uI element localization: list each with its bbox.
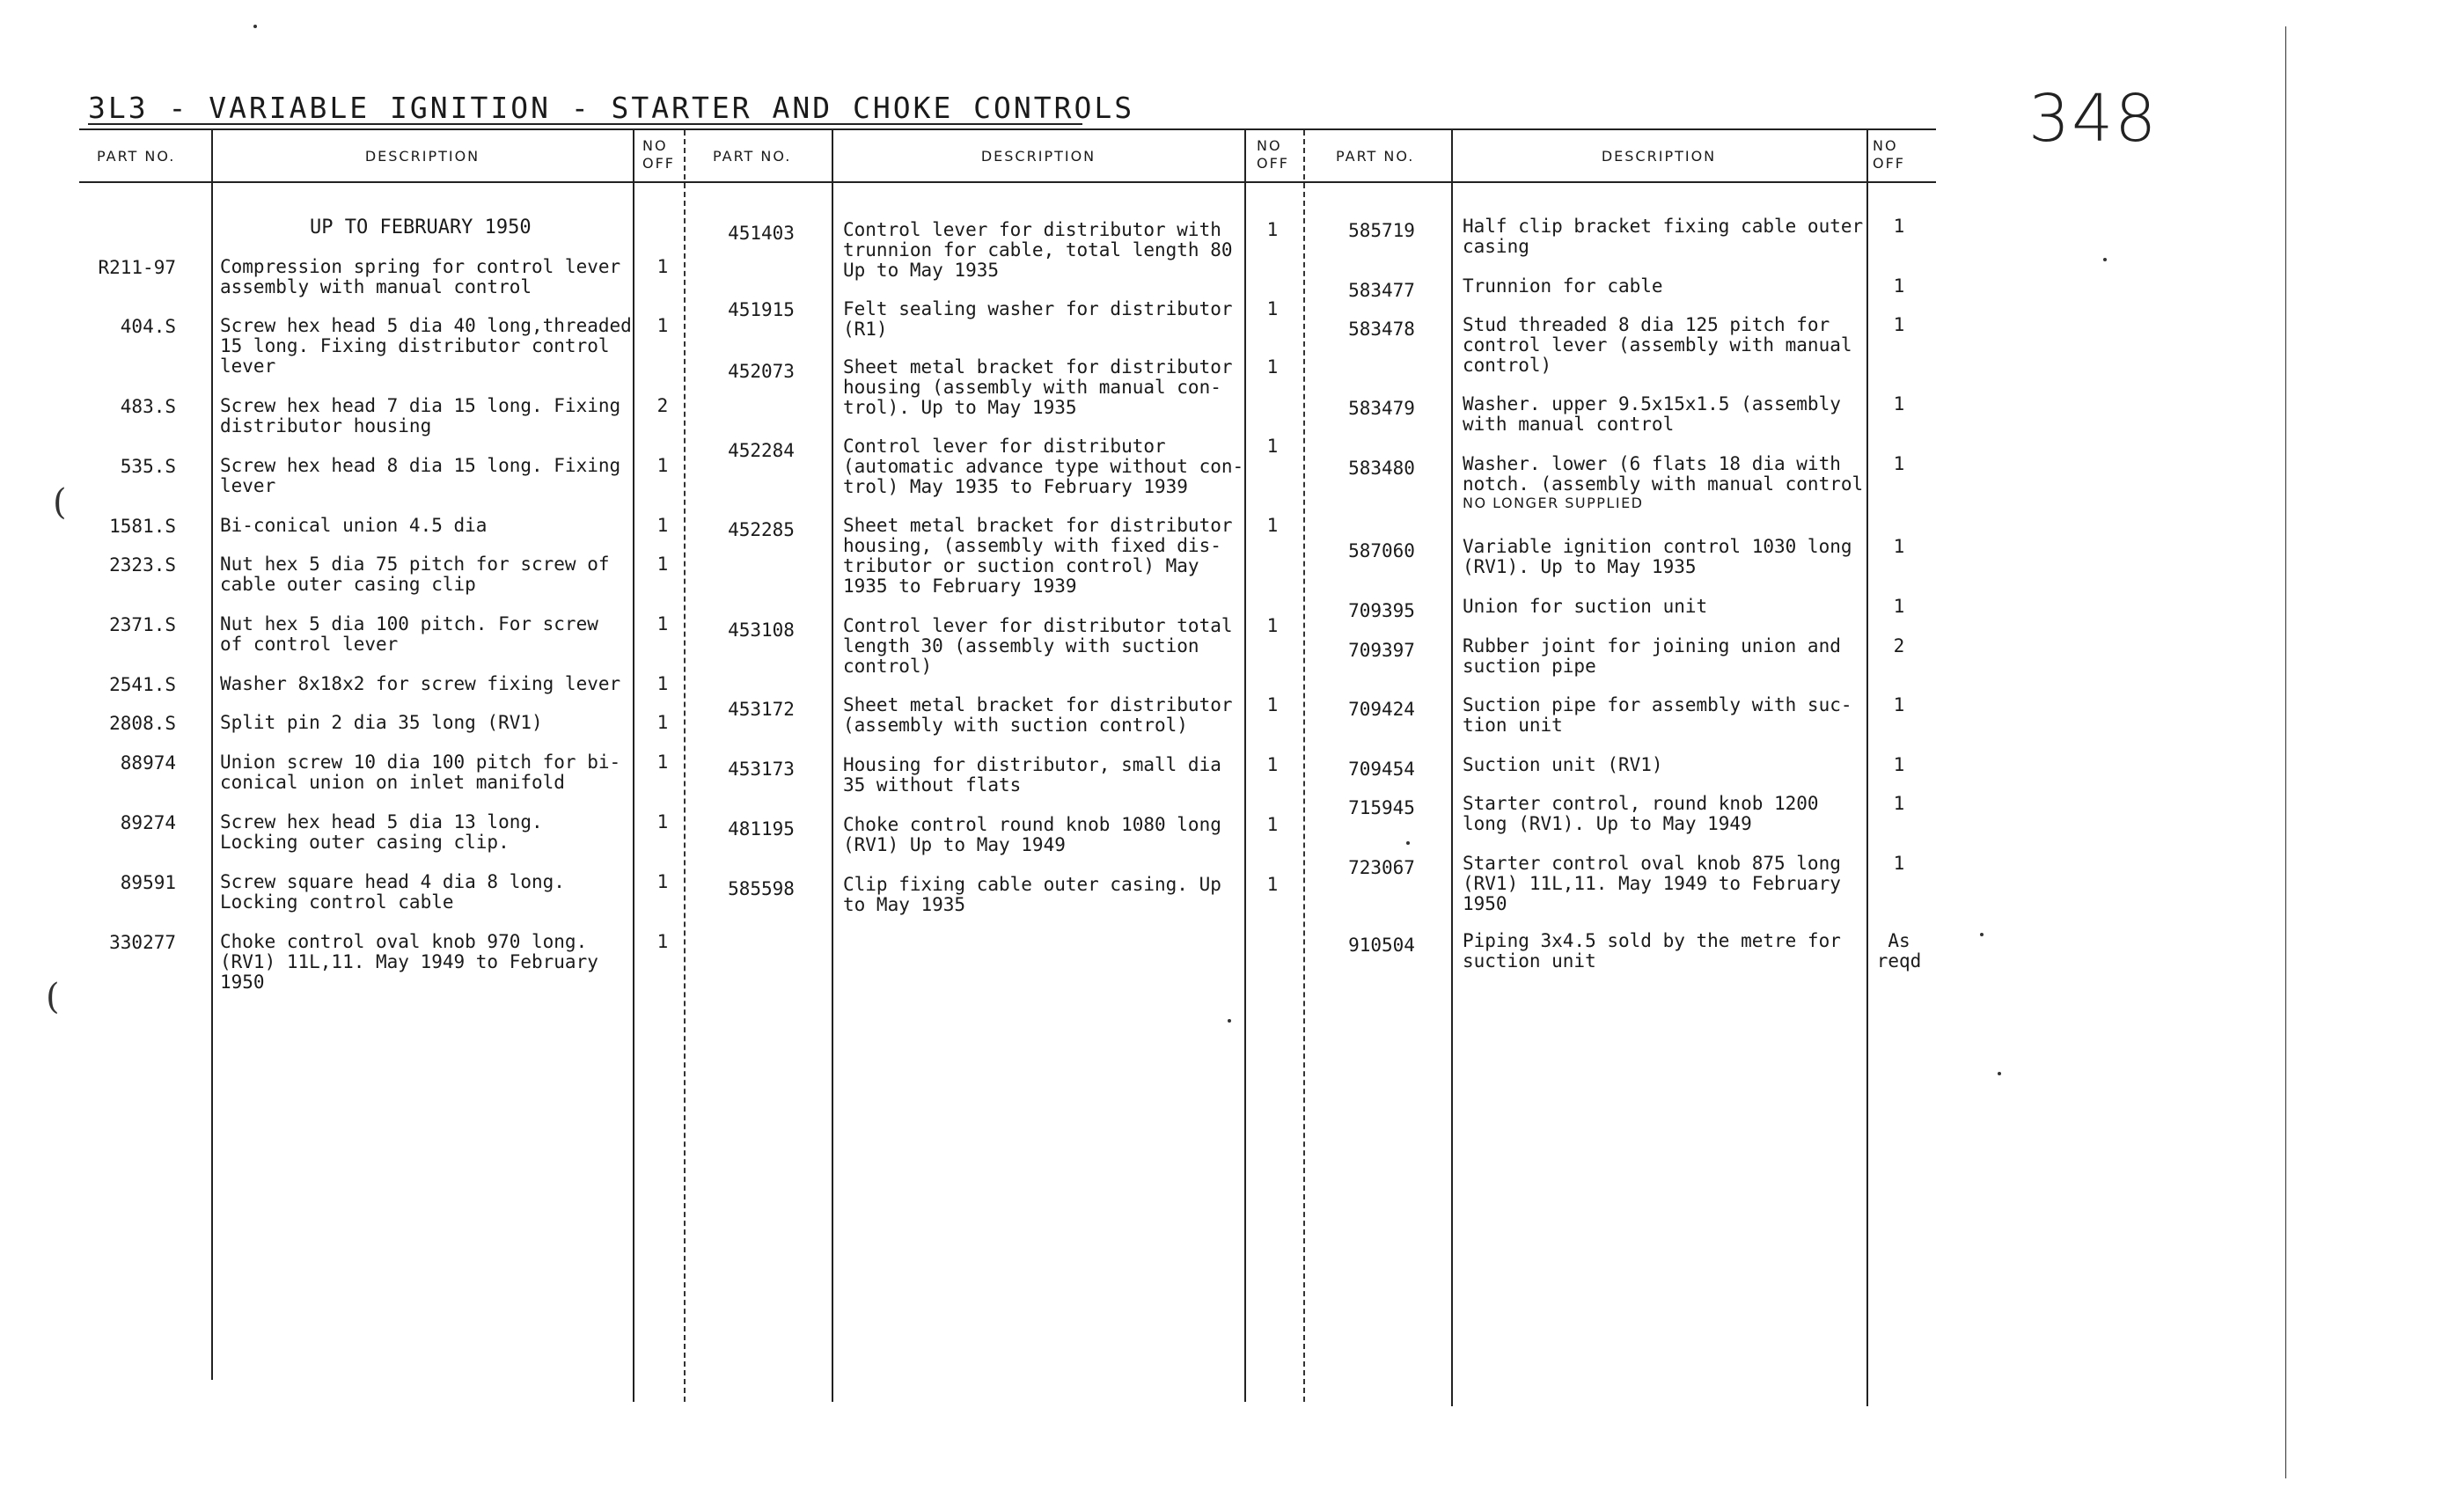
quantity: 1 — [1266, 356, 1279, 378]
part-number: 1581.S — [109, 516, 176, 537]
part-number: 709424 — [1348, 699, 1415, 720]
quantity: 1 — [656, 613, 669, 634]
quantity: 1 — [656, 673, 669, 694]
quantity: 1 — [1893, 853, 1905, 874]
header-no-off-2: NO OFF — [1257, 137, 1289, 172]
quantity: 2 — [1893, 635, 1905, 656]
part-description: Union for suction unit — [1463, 596, 1708, 617]
quantity: 1 — [656, 931, 669, 952]
quantity: 1 — [1893, 453, 1905, 474]
page-title: 3L3 - VARIABLE IGNITION - STARTER AND CHOKE CONTROLS — [88, 91, 1135, 125]
part-number: 2323.S — [109, 554, 176, 576]
part-number: 2808.S — [109, 713, 176, 734]
part-description: Bi-conical union 4.5 dia — [220, 515, 488, 536]
part-number: 585598 — [728, 878, 795, 899]
quantity: 1 — [656, 712, 669, 733]
part-number: 709395 — [1348, 600, 1415, 621]
header-description-1: DESCRIPTION — [364, 148, 480, 165]
quantity: 1 — [1893, 314, 1905, 335]
header-part-no-2: PART NO. — [713, 148, 792, 165]
part-number: 453172 — [728, 699, 795, 720]
part-description: Clip fixing cable outer casing. Up to May 1935 — [843, 874, 1221, 915]
part-number: 583478 — [1348, 319, 1415, 340]
part-description: Sheet metal bracket for distributor housing, (assembly with fixed dis- tributor or suction control) May 1935 to February 1939 — [843, 515, 1233, 597]
page-edge-line — [2285, 26, 2286, 1478]
header-no-off-3: NO OFF — [1873, 137, 1905, 172]
quantity: 1 — [656, 752, 669, 773]
part-number: 481195 — [728, 818, 795, 840]
part-description: Washer. upper 9.5x15x1.5 (assembly with manual control — [1463, 393, 1841, 435]
part-number: 404.S — [120, 316, 176, 337]
part-description: Sheet metal bracket for distributor (assembly with suction control) — [843, 694, 1233, 736]
part-number: 453173 — [728, 759, 795, 780]
col-sep-6 — [1303, 130, 1305, 1402]
part-description: Control lever for distributor total length 30 (assembly with suction control) — [843, 615, 1233, 677]
title-underline — [88, 123, 1082, 125]
col-sep-5 — [1244, 130, 1246, 1402]
part-number: 583479 — [1348, 398, 1415, 419]
part-description: Split pin 2 dia 35 long (RV1) — [220, 712, 543, 733]
quantity: 1 — [656, 256, 669, 277]
quantity: 1 — [1893, 393, 1905, 414]
header-description-3: DESCRIPTION — [1601, 148, 1717, 165]
part-description: Rubber joint for joining union and suction pipe — [1463, 635, 1841, 677]
scan-speck — [1406, 841, 1410, 845]
part-description: Trunnion for cable — [1463, 275, 1663, 297]
quantity: 1 — [656, 811, 669, 832]
quantity: 1 — [656, 871, 669, 892]
quantity: 1 — [1893, 596, 1905, 617]
part-number: 451403 — [728, 223, 795, 244]
header-top-rule — [79, 128, 1936, 130]
section-subheading: UP TO FEBRUARY 1950 — [310, 216, 532, 238]
col-sep-8 — [1866, 130, 1868, 1406]
header-part-no-1: PART NO. — [97, 148, 176, 165]
part-description: Screw hex head 7 dia 15 long. Fixing distributor housing — [220, 395, 621, 436]
part-description: Compression spring for control lever assembly with manual control — [220, 256, 621, 297]
part-number: 330277 — [109, 932, 176, 953]
quantity: As reqd — [1876, 930, 1922, 972]
part-number: 583477 — [1348, 280, 1415, 301]
quantity: 1 — [1893, 275, 1905, 297]
part-number: 709397 — [1348, 640, 1415, 661]
quantity: 1 — [1266, 298, 1279, 319]
part-description: Choke control round knob 1080 long (RV1) Up to May 1949 — [843, 814, 1221, 855]
part-description: Nut hex 5 dia 75 pitch for screw of cable outer casing clip — [220, 554, 610, 595]
col-sep-4 — [832, 130, 833, 1402]
part-number: 483.S — [120, 396, 176, 417]
part-number: R211-97 — [98, 257, 176, 278]
quantity: 1 — [1266, 436, 1279, 457]
part-number: 88974 — [120, 752, 176, 774]
page-number: 348 — [2028, 81, 2159, 157]
scan-speck — [253, 25, 257, 28]
quantity: 1 — [1266, 874, 1279, 895]
left-margin-mark: ( — [53, 482, 67, 523]
part-description: Variable ignition control 1030 long (RV1). Up to May 1935 — [1463, 536, 1852, 577]
part-number: 89591 — [120, 872, 176, 893]
part-number: 709454 — [1348, 759, 1415, 780]
part-number: 583480 — [1348, 458, 1415, 479]
part-description: Nut hex 5 dia 100 pitch. For screw of control lever — [220, 613, 598, 655]
part-description: Starter control, round knob 1200 long (RV1). Up to May 1949 — [1463, 793, 1819, 834]
part-description: Control lever for distributor with trunnion for cable, total length 80 Up to May 1935 — [843, 219, 1233, 281]
part-description: Screw hex head 5 dia 40 long,threaded 15 long. Fixing distributor control lever — [220, 315, 632, 377]
part-number: 587060 — [1348, 540, 1415, 561]
quantity: 2 — [656, 395, 669, 416]
part-description: Stud threaded 8 dia 125 pitch for control lever (assembly with manual control) — [1463, 314, 1852, 376]
part-number: 89274 — [120, 812, 176, 833]
header-description-2: DESCRIPTION — [980, 148, 1096, 165]
header-part-no-3: PART NO. — [1336, 148, 1415, 165]
col-sep-2 — [633, 130, 634, 1402]
quantity: 1 — [1893, 793, 1905, 814]
part-number: 585719 — [1348, 220, 1415, 241]
part-description: Suction unit (RV1) — [1463, 754, 1663, 775]
part-number: 453108 — [728, 620, 795, 641]
scan-speck — [1980, 933, 1984, 936]
quantity: 1 — [1266, 694, 1279, 715]
quantity: 1 — [656, 515, 669, 536]
header-no-off-1: NO OFF — [642, 137, 675, 172]
part-description: Screw square head 4 dia 8 long. Locking control cable — [220, 871, 565, 913]
part-description: Union screw 10 dia 100 pitch for bi- conical union on inlet manifold — [220, 752, 621, 793]
part-number: 452284 — [728, 440, 795, 461]
part-description: Washer. lower (6 flats 18 dia with notch. (assembly with manual control — [1463, 453, 1864, 495]
quantity: 1 — [1893, 536, 1905, 557]
quantity: 1 — [1266, 515, 1279, 536]
part-number: 452073 — [728, 361, 795, 382]
part-number: 715945 — [1348, 797, 1415, 818]
scan-speck — [1998, 1072, 2001, 1075]
supply-note: NO LONGER SUPPLIED — [1463, 495, 1644, 511]
part-number: 535.S — [120, 456, 176, 477]
quantity: 1 — [1893, 754, 1905, 775]
quantity: 1 — [1266, 754, 1279, 775]
quantity: 1 — [656, 554, 669, 575]
scan-speck — [2103, 258, 2107, 261]
col-sep-7 — [1451, 130, 1453, 1406]
col-sep-1 — [211, 130, 213, 1380]
part-description: Suction pipe for assembly with suc- tion unit — [1463, 694, 1852, 736]
part-description: Sheet metal bracket for distributor housing (assembly with manual con- trol). Up to May 1935 — [843, 356, 1233, 418]
part-description: Choke control oval knob 970 long. (RV1) 11L,11. May 1949 to February 1950 — [220, 931, 598, 993]
part-description: Housing for distributor, small dia 35 without flats — [843, 754, 1221, 796]
quantity: 1 — [1893, 216, 1905, 237]
header-bottom-rule — [79, 181, 1936, 183]
part-description: Half clip bracket fixing cable outer casing — [1463, 216, 1864, 257]
part-description: Screw hex head 8 dia 15 long. Fixing lever — [220, 455, 621, 496]
part-number: 723067 — [1348, 857, 1415, 878]
part-number: 2541.S — [109, 674, 176, 695]
part-description: Felt sealing washer for distributor (R1) — [843, 298, 1233, 340]
col-sep-3 — [684, 130, 686, 1402]
part-description: Screw hex head 5 dia 13 long. Locking outer casing clip. — [220, 811, 543, 853]
scan-speck — [1228, 1019, 1231, 1023]
quantity: 1 — [656, 315, 669, 336]
part-number: 451915 — [728, 299, 795, 320]
part-number: 452285 — [728, 519, 795, 540]
left-margin-mark: ( — [46, 977, 60, 1017]
quantity: 1 — [1266, 814, 1279, 835]
part-description: Piping 3x4.5 sold by the metre for suction unit — [1463, 930, 1841, 972]
part-number: 910504 — [1348, 935, 1415, 956]
quantity: 1 — [1266, 219, 1279, 240]
part-description: Washer 8x18x2 for screw fixing lever — [220, 673, 621, 694]
part-description: Control lever for distributor (automatic advance type without con- trol) May 1935 to February 1939 — [843, 436, 1244, 497]
quantity: 1 — [656, 455, 669, 476]
part-description: Starter control oval knob 875 long (RV1) 11L,11. May 1949 to February 1950 — [1463, 853, 1841, 914]
quantity: 1 — [1893, 694, 1905, 715]
part-number: 2371.S — [109, 614, 176, 635]
quantity: 1 — [1266, 615, 1279, 636]
